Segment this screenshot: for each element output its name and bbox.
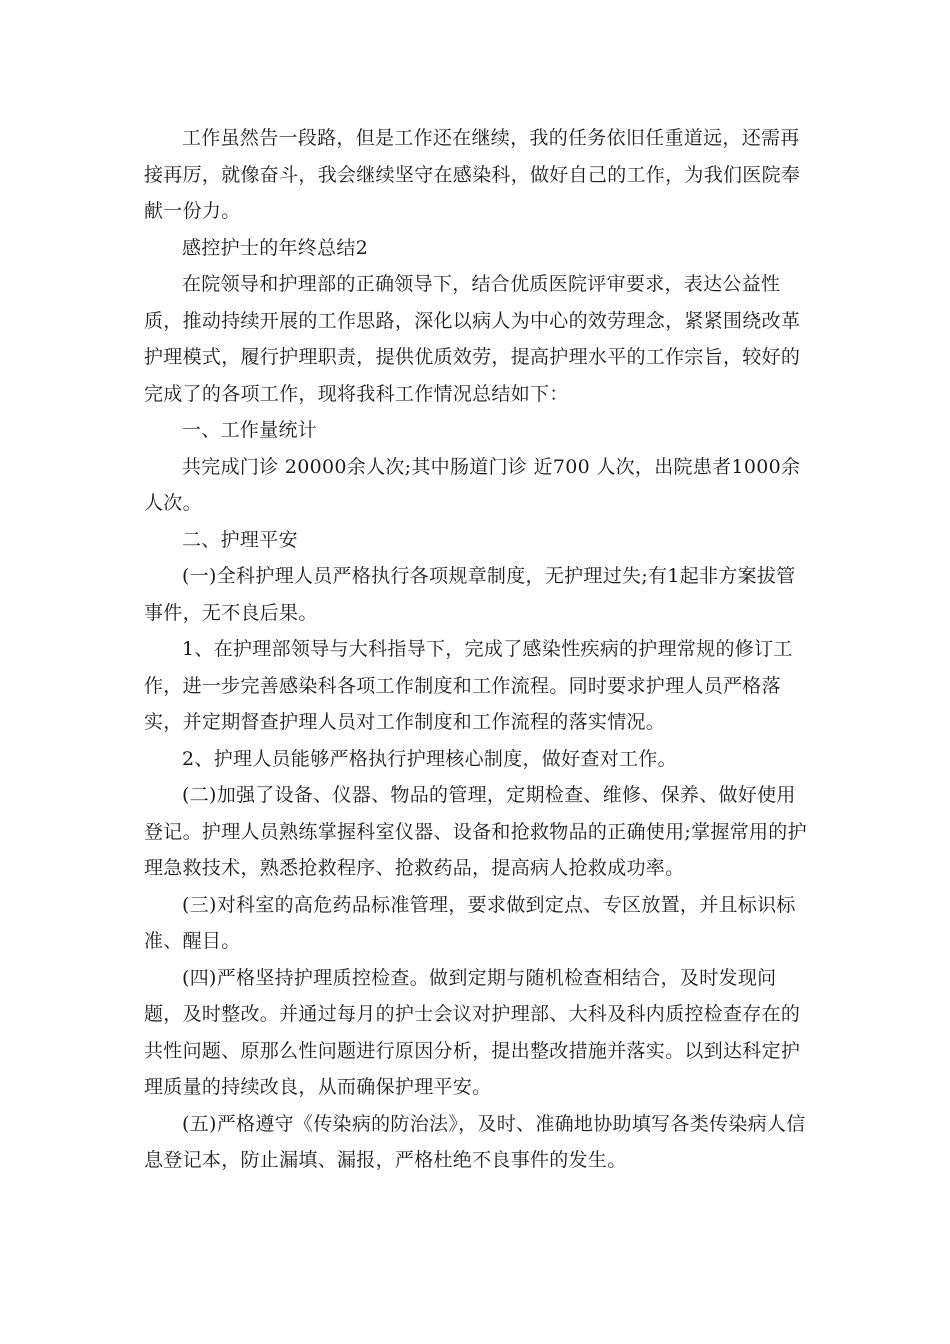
paragraph-safety-1-1: 1、在护理部领导与大科指导下，完成了感染性疾病的护理常规的修订工作，进一步完善感染科各项工作制度和工作流程。同时要求护理人员严格落实，并定期督查护理人员对工作制度和工作流程的落实情况。: [144, 638, 793, 733]
paragraph-safety-1: (一)全科护理人员严格执行各项规章制度，无护理过失;有1起非方案拔管事件，无不良后果。: [144, 565, 796, 624]
heading-workload: 一、工作量统计: [182, 419, 318, 441]
paragraph-workload: 共完成门诊 20000余人次;其中肠道门诊 近700 人次，出院患者1000余人次。: [144, 455, 801, 514]
paragraph-safety-5: (五)严格遵守《传染病的防治法》，及时、准确地协助填写各类传染病人信息登记本，防止漏填、漏报，严格杜绝不良事件的发生。: [144, 1112, 806, 1171]
paragraph-safety-1-2: 2、护理人员能够严格执行护理核心制度，做好查对工作。: [182, 747, 677, 770]
heading-safety: 二、护理平安: [182, 528, 298, 551]
paragraph-safety-2: (二)加强了设备、仪器、物品的管理，定期检查、维修、保养、做好使用登记。护理人员熟练掌握科室仪器、设备和抢救物品的正确使用;掌握常用的护理急救技术，熟悉抢救程序、抢救药品，提高病人抢救成功率。: [144, 784, 807, 879]
paragraph-intro: 在院领导和护理部的正确领导下，结合优质医院评审要求，表达公益性质，推动持续开展的工作思路，深化以病人为中心的效劳理念，紧紧围绕改革护理模式，履行护理职责，提供优质效劳，提高护理水平的工作宗旨，较好的完成了的各项工作，现将我科工作情况总结如下：: [144, 273, 801, 405]
document-body: [144, 120, 814, 1179]
paragraph-closing: 工作虽然告一段路，但是工作还在继续，我的任务依旧任重道远，还需再接再厉，就像奋斗，我会继续坚守在感染科，做好自己的工作，为我们医院奉献一份力。: [144, 127, 801, 222]
paragraph-safety-4: (四)严格坚持护理质控检查。做到定期与随机检查相结合，及时发现问题，及时整改。并通过每月的护士会议对护理部、大科及科内质控检查存在的共性问题、原那么性问题进行原因分析，提出整改措施并落实。以到达科定护理质量的持续改良，从而确保护理平安。: [144, 966, 801, 1098]
paragraph-safety-3: (三)对科室的高危药品标准管理，要求做到定点、专区放置，并且标识标准、醒目。: [144, 893, 796, 952]
section-title: 感控护士的年终总结2: [182, 236, 369, 259]
